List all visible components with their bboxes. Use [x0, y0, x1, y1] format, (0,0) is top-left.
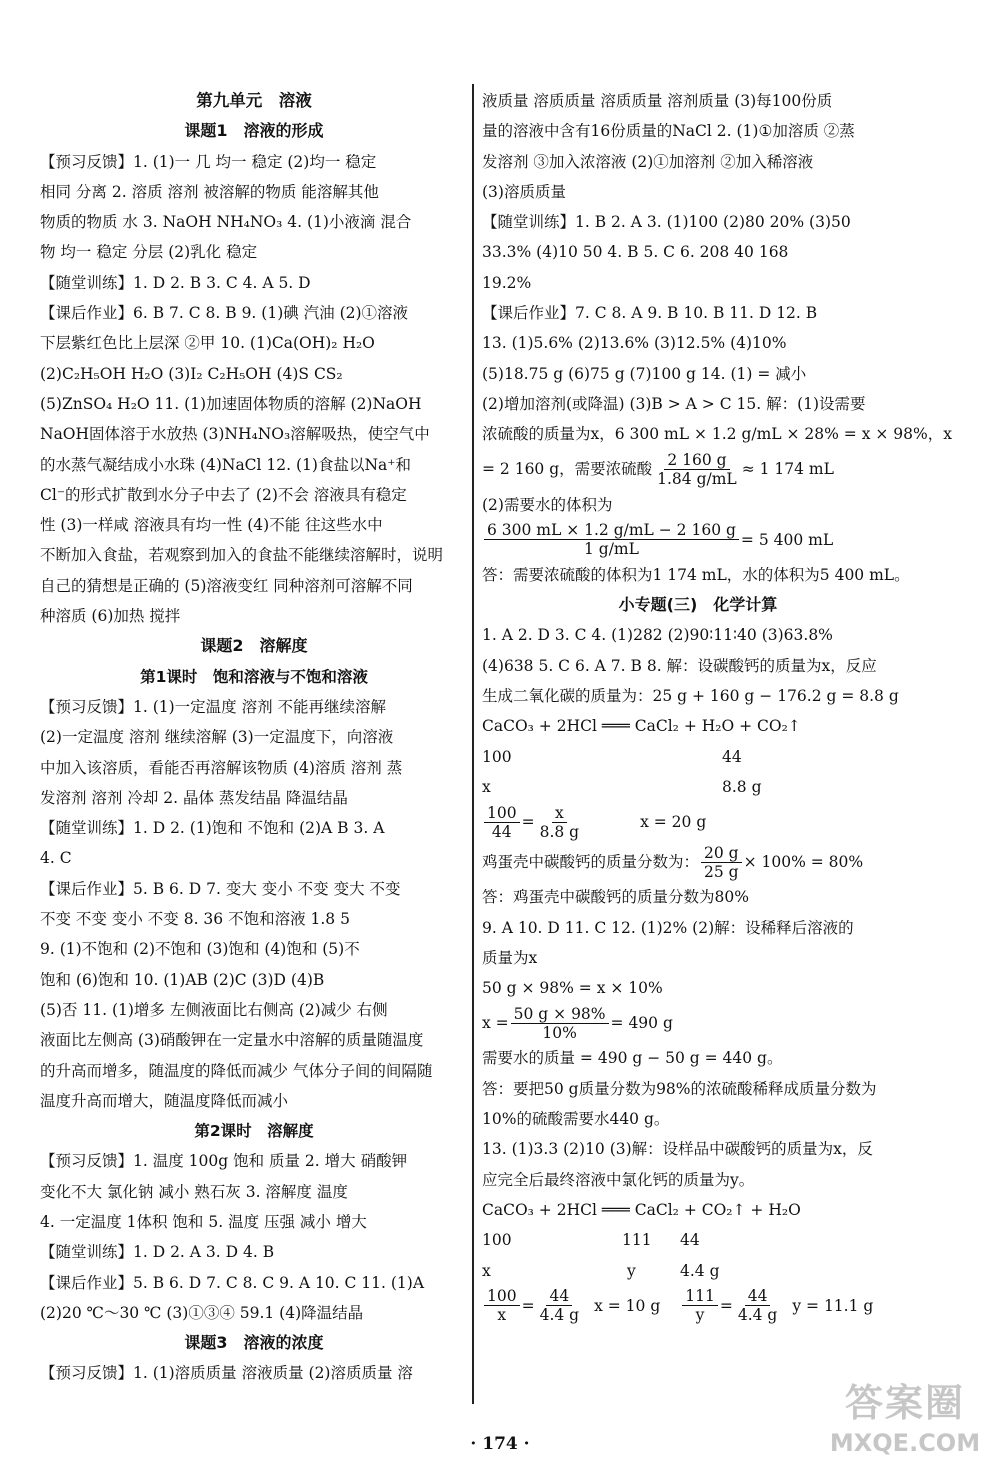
text-line: (3)溶质质量	[482, 182, 566, 201]
text-line: 生成二氧化碳的质量为：25 g + 160 g − 176.2 g = 8.8 g	[482, 687, 899, 706]
value: y	[627, 1261, 636, 1280]
text-line: 【课后作业】6. B 7. C 8. B 9. (1)碘 汽油 (2)①溶液	[40, 304, 409, 323]
text-line: 需要水的质量 = 490 g − 50 g = 440 g。	[482, 1049, 783, 1068]
page-number: · 174 ·	[470, 1434, 530, 1454]
text-line: 【预习反馈】1. (1)一定温度 溶剂 不能再继续溶解	[40, 697, 387, 716]
formula-text: x =	[482, 1014, 509, 1033]
text-line: 19.2%	[482, 273, 532, 292]
formula-text: = 5 400 mL	[740, 530, 834, 549]
formula-text: x = 10 g	[594, 1296, 661, 1315]
formula-water-volume	[482, 520, 914, 560]
text-line: 4. C	[40, 849, 72, 868]
numerator: 50 g × 98%	[511, 1005, 609, 1024]
denominator: 44	[491, 822, 512, 841]
text-line: 中加入该溶质，看能否再溶解该物质 (4)溶质 溶剂 蒸	[40, 758, 403, 777]
value: 100	[482, 747, 512, 766]
lesson-heading: 课题1 溶液的形成	[184, 121, 324, 141]
text-line: 自己的猜想是正确的 (5)溶液变红 同种溶剂可溶解不同	[40, 576, 413, 595]
fraction	[484, 521, 739, 558]
formula-text: x = 20 g	[640, 813, 707, 832]
formula-text: y = 11.1 g	[792, 1296, 874, 1315]
left-column	[40, 86, 468, 1389]
period-heading: 第2课时 溶解度	[194, 1122, 314, 1141]
text-line: 下层紫红色比上层深 ②甲 10. (1)Ca(OH)₂ H₂O	[40, 334, 375, 353]
text-line: 【预习反馈】1. (1)一 几 均一 稳定 (2)均一 稳定	[40, 152, 377, 171]
fraction	[537, 1287, 583, 1324]
text-line: (5)18.75 g (6)75 g (7)100 g 14. (1) = 减小	[482, 364, 807, 383]
numerator: 44	[546, 1287, 572, 1306]
fraction	[701, 844, 742, 881]
text-line: 【预习反馈】1. (1)溶质质量 溶液质量 (2)溶质质量 溶	[40, 1364, 413, 1383]
column-divider	[472, 84, 474, 1404]
denominator: 1.84 g/mL	[657, 470, 737, 489]
watermark-text: 答案圈	[844, 1381, 965, 1425]
text-line: (2)C₂H₅OH H₂O (3)I₂ C₂H₅OH (4)S CS₂	[40, 364, 343, 383]
text-line: 液质量 溶质质量 溶质质量 溶剂质量 (3)每100份质	[482, 92, 833, 110]
fraction	[484, 1287, 520, 1324]
text-line: 质量为x	[482, 948, 538, 967]
value: 100	[482, 1231, 512, 1250]
fraction	[537, 804, 583, 841]
denominator: x	[497, 1306, 507, 1325]
denominator: 10%	[542, 1023, 577, 1042]
text-line: (2)20 ℃～30 ℃ (3)①③④ 59.1 (4)降温结晶	[40, 1303, 364, 1322]
text-line: 【课后作业】5. B 6. D 7. C 8. C 9. A 10. C 11. (1)A	[40, 1273, 425, 1292]
fraction	[654, 451, 740, 488]
watermark-url: MXQE.COM	[829, 1429, 981, 1457]
text-line: (2)增加溶剂(或降温) (3)B > A > C 15. 解：(1)设需要	[482, 394, 866, 413]
equation-line: CaCO₃ + 2HCl ═══ CaCl₂ + H₂O + CO₂↑	[482, 717, 801, 736]
value: 44	[722, 747, 742, 766]
text-line: 液面比左侧高 (3)硝酸钾在一定量水中溶解的质量随温度	[40, 1031, 424, 1050]
equation-values	[482, 772, 914, 802]
numerator: x	[552, 804, 567, 823]
denominator: 4.4 g	[737, 1306, 778, 1325]
numerator: 44	[745, 1287, 771, 1306]
equals-sign: =	[719, 1296, 733, 1315]
formula-text: ≈ 1 174 mL	[741, 460, 834, 479]
lesson-heading: 课题3 溶液的浓度	[184, 1333, 324, 1353]
formula-text: × 100% = 80%	[743, 853, 864, 872]
right-column	[482, 86, 952, 1326]
fraction	[511, 1005, 609, 1042]
text-line: 13. (1)3.3 (2)10 (3)解：设样品中碳酸钙的质量为x，反	[482, 1140, 873, 1159]
denominator: 4.4 g	[539, 1306, 580, 1325]
text-line: 发溶剂 溶剂 冷却 2. 晶体 蒸发结晶 降温结晶	[40, 788, 348, 807]
unit-heading: 第九单元 溶液	[196, 91, 312, 110]
denominator: 25 g	[704, 862, 739, 881]
text-line: 【随堂训练】1. D 2. (1)饱和 不饱和 (2)A B 3. A	[40, 819, 385, 838]
text-line: 【随堂训练】1. D 2. B 3. C 4. A 5. D	[40, 273, 311, 292]
numerator: 111	[682, 1287, 718, 1306]
text-line: 变化不大 氯化钠 减小 熟石灰 3. 溶解度 温度	[40, 1182, 348, 1201]
fraction	[735, 1287, 781, 1324]
formula-text: 鸡蛋壳中碳酸钙的质量分数为：	[482, 853, 700, 872]
text-line: 【随堂训练】1. B 2. A 3. (1)100 (2)80 20% (3)50	[482, 213, 851, 232]
fraction	[484, 804, 520, 841]
formula-mass-fraction	[482, 842, 914, 882]
text-line: 【课后作业】5. B 6. D 7. 变大 变小 不变 变大 不变	[40, 879, 401, 898]
text-line: 发溶剂 ③加入浓溶液 (2)①加溶剂 ②加入稀溶液	[482, 152, 814, 171]
text-line: 不变 不变 变小 不变 8. 36 不饱和溶液 1.8 5	[40, 910, 350, 929]
numerator: 6 300 mL × 1.2 g/mL − 2 160 g	[484, 521, 739, 540]
text-line: (2)需要水的体积为	[482, 495, 613, 514]
numerator: 2 160 g	[664, 451, 729, 470]
text-line: 种溶质 (6)加热 搅拌	[40, 607, 181, 626]
text-line: 答：需要浓硫酸的体积为1 174 mL，水的体积为5 400 mL。	[482, 565, 910, 584]
equals-sign: =	[521, 1296, 535, 1315]
text-line: 【课后作业】7. C 8. A 9. B 10. B 11. D 12. B	[482, 304, 818, 323]
text-line: 9. (1)不饱和 (2)不饱和 (3)饱和 (4)饱和 (5)不	[40, 940, 360, 959]
equation-values	[482, 1225, 914, 1255]
fraction	[682, 1287, 718, 1324]
text-line: 13. (1)5.6% (2)13.6% (3)12.5% (4)10%	[482, 334, 787, 353]
section-heading: 小专题(三) 化学计算	[618, 595, 778, 615]
text-line: 33.3% (4)10 50 4. B 5. C 6. 208 40 168	[482, 243, 789, 262]
text-line: 浓硫酸的质量为x，6 300 mL × 1.2 g/mL × 28% = x × 98%，x	[482, 425, 952, 444]
formula-dilution	[482, 1003, 914, 1043]
equation-values	[482, 1256, 914, 1286]
numerator: 100	[484, 1287, 520, 1306]
equation-line: CaCO₃ + 2HCl ═══ CaCl₂ + CO₂↑ + H₂O	[482, 1200, 801, 1219]
text-line: (5)ZnSO₄ H₂O 11. (1)加速固体物质的溶解 (2)NaOH	[40, 394, 422, 413]
text-line: 的水蒸气凝结成小水珠 (4)NaCl 12. (1)食盐以Na⁺和	[40, 455, 411, 474]
text-line: 温度升高而增大，随温度降低而减小	[40, 1091, 289, 1110]
text-line: (4)638 5. C 6. A 7. B 8. 解：设碳酸钙的质量为x，反应	[482, 656, 877, 675]
formula-sample-proportions	[482, 1286, 914, 1326]
text-line: 相同 分离 2. 溶质 溶剂 被溶解的物质 能溶解其他	[40, 182, 379, 201]
text-line: 答：鸡蛋壳中碳酸钙的质量分数为80%	[482, 888, 749, 907]
text-line: (2)一定温度 溶剂 继续溶解 (3)一定温度下，向溶液	[40, 728, 394, 747]
text-line: 的升高而增多，随温度的降低而减少 气体分子间的间隔随	[40, 1061, 433, 1080]
text-line: (5)否 11. (1)增多 左侧液面比右侧高 (2)减少 右侧	[40, 1000, 388, 1019]
text-line: 4. 一定温度 1体积 饱和 5. 温度 压强 减小 增大	[40, 1212, 367, 1231]
text-line: 量的溶液中含有16份质量的NaCl 2. (1)①加溶质 ②蒸	[482, 122, 855, 141]
equation-values	[482, 742, 914, 772]
watermark-logo	[820, 1378, 990, 1466]
lesson-heading: 课题2 溶解度	[200, 636, 308, 656]
text-line: 性 (3)一样咸 溶液具有均一性 (4)不能 往这些水中	[40, 516, 383, 535]
text-line: 答：要把50 g质量分数为98%的浓硫酸稀释成质量分数为	[482, 1079, 877, 1098]
period-heading: 第1课时 饱和溶液与不饱和溶液	[140, 667, 368, 686]
text-line: NaOH固体溶于水放热 (3)NH₄NO₃溶解吸热，使空气中	[40, 425, 430, 444]
denominator: y	[695, 1306, 705, 1325]
equals-sign: =	[521, 813, 535, 832]
numerator: 20 g	[701, 844, 742, 863]
formula-acid-volume	[482, 450, 914, 490]
text-line: Cl⁻的形式扩散到水分子中去了 (2)不会 溶液具有稳定	[40, 485, 407, 504]
value: 44	[680, 1231, 700, 1250]
text-line: 不断加入食盐，若观察到加入的食盐不能继续溶解时，说明	[40, 546, 444, 565]
text-line: 饱和 (6)饱和 10. (1)AB (2)C (3)D (4)B	[40, 970, 325, 989]
numerator: 100	[484, 804, 520, 823]
value: x	[482, 1261, 491, 1280]
text-line: 50 g × 98% = x × 10%	[482, 979, 663, 998]
text-line: 应完全后最终溶液中氯化钙的质量为y。	[482, 1170, 755, 1189]
text-line: 【随堂训练】1. D 2. A 3. D 4. B	[40, 1243, 275, 1262]
formula-proportion	[482, 802, 914, 842]
formula-text: = 490 g	[610, 1014, 673, 1033]
formula-text: = 2 160 g，需要浓硫酸	[482, 460, 653, 479]
text-line: 【预习反馈】1. 温度 100g 饱和 质量 2. 增大 硝酸钾	[40, 1152, 408, 1171]
value: 111	[622, 1231, 652, 1250]
text-line: 9. A 10. D 11. C 12. (1)2% (2)解：设稀释后溶液的	[482, 918, 854, 937]
text-line: 物 均一 稳定 分层 (2)乳化 稳定	[40, 243, 258, 262]
value: 4.4 g	[680, 1261, 720, 1280]
text-line: 1. A 2. D 3. C 4. (1)282 (2)90∶11∶40 (3)63.8%	[482, 626, 833, 645]
value: 8.8 g	[722, 777, 762, 796]
text-line: 10%的硫酸需要水440 g。	[482, 1110, 670, 1129]
text-line: 物质的物质 水 3. NaOH NH₄NO₃ 4. (1)小液滴 混合	[40, 213, 412, 232]
denominator: 8.8 g	[539, 822, 580, 841]
value: x	[482, 777, 491, 796]
denominator: 1 g/mL	[583, 540, 639, 559]
